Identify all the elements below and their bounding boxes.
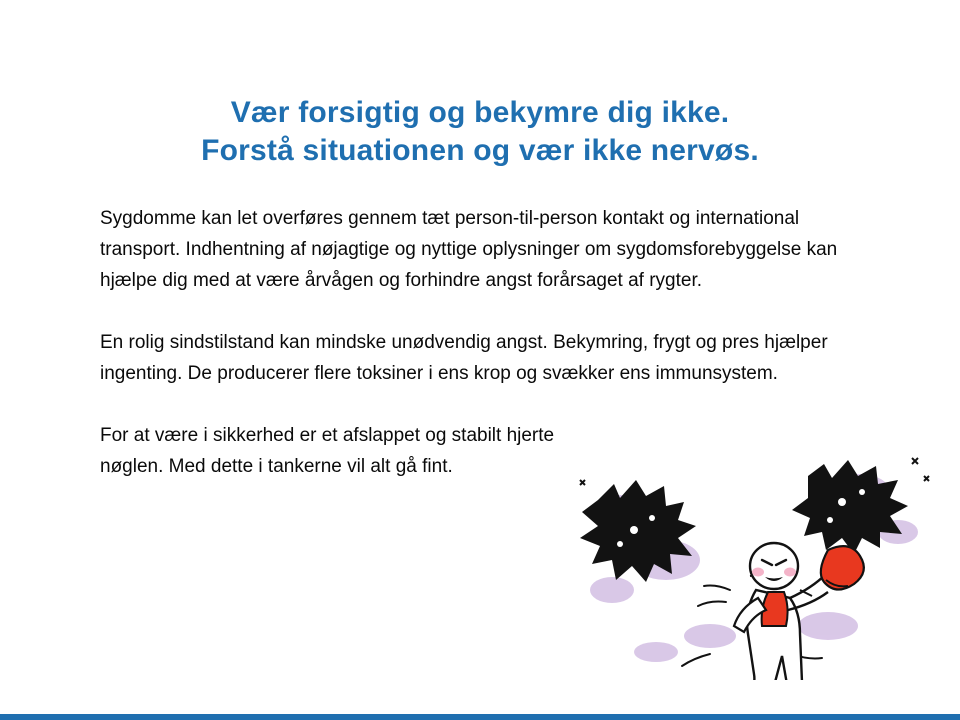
paragraph-2: En rolig sindstilstand kan mindske unødvendig angst. Bekymring, frygt og pres hjælper ingenting. De producerer flere toksiner i ens krop og svækker ens immunsystem. <box>100 332 828 384</box>
person-punching-virus-illustration <box>560 440 940 680</box>
page-title-line-1: Vær forsigtig og bekymre dig ikke. <box>230 96 730 130</box>
boxing-glove <box>821 546 864 589</box>
figure-head <box>750 543 798 589</box>
bottom-accent-bar <box>0 714 960 720</box>
page-title <box>0 94 960 170</box>
paragraph-1: Sygdomme kan let overføres gennem tæt person-til-person kontakt og international transport. Indhentning af nøjagtige og nyttige oplysninger om sygdomsforebyggelse kan hjælpe dig med at være årvågen og forhindre angst forårsaget af rygter. <box>100 208 838 291</box>
paragraph-3: For at være i sikkerhed er et afslappet og stabilt hjerte nøglen. Med dette i tankerne vil alt gå fint. <box>100 425 555 477</box>
page-title-line-2: Forstå situationen og vær ikke nervøs. <box>201 134 759 168</box>
